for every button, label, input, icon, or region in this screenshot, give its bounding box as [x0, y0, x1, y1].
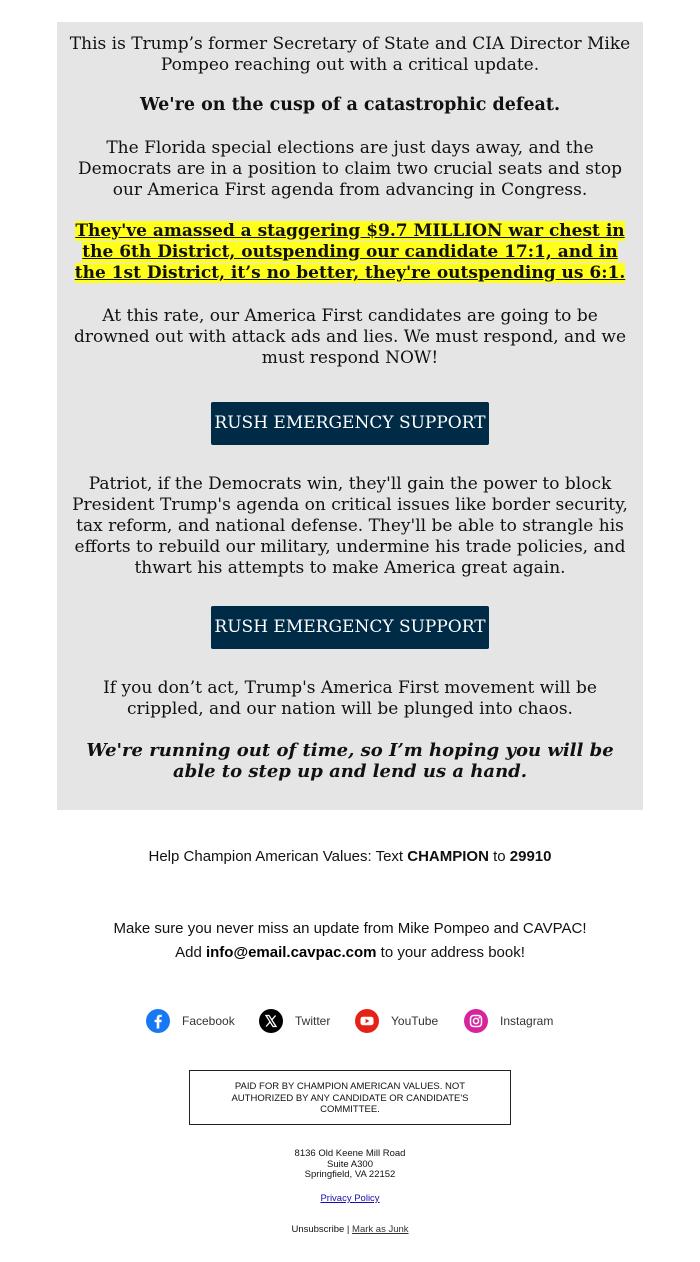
facebook-icon	[146, 1009, 170, 1033]
update-line: Make sure you never miss an update from Mike Pompeo and CAVPAC!	[113, 920, 587, 937]
intro-paragraph: This is Trump’s former Secretary of State and CIA Director Mike Pompeo reaching out with a critical update.	[69, 34, 631, 75]
social-links	[0, 1008, 700, 1034]
privacy-row	[0, 1193, 700, 1204]
add-suffix: to your address book!	[376, 944, 525, 961]
instagram-label: Instagram	[500, 1014, 554, 1028]
help-prefix: Help Champion American Values: Text	[148, 848, 408, 865]
youtube-icon	[355, 1009, 379, 1033]
help-number: 29910	[509, 848, 552, 865]
highlight-text: They've amassed a staggering $9.7 MILLION war chest in the 6th District, outspending our candidate 17:1, and in the 1st District, it’s no better, they're outspending us 6:1.	[74, 221, 626, 283]
address-book-notice	[0, 917, 700, 965]
florida-paragraph: The Florida special elections are just days away, and the Democrats are in a position to claim two crucial seats and stop our America First agenda from advancing in Congress.	[78, 138, 622, 200]
instagram-icon	[464, 1009, 488, 1033]
headline-bold: We're on the cusp of a catastrophic defeat.	[139, 95, 561, 115]
separator: |	[344, 1224, 353, 1235]
add-prefix: Add	[175, 944, 206, 961]
address-line-2: Suite A300	[327, 1158, 373, 1170]
twitter-label: Twitter	[295, 1014, 331, 1028]
closing-italic: We're running out of time, so I’m hoping you will be able to step up and lend us a hand.	[86, 740, 614, 782]
text-to-join	[0, 845, 700, 869]
rate-paragraph: At this rate, our America First candidates are going to be drowned out with attack ads and lies. We must respond, and we must respond NOW!	[73, 306, 627, 368]
youtube-label: YouTube	[391, 1014, 439, 1028]
mark-as-junk-link[interactable]: Mark as Junk	[352, 1224, 409, 1235]
highlighted-paragraph	[65, 221, 635, 284]
facebook-label: Facebook	[182, 1014, 235, 1028]
x-twitter-icon	[259, 1009, 283, 1033]
address-line-1: 8136 Old Keene Mill Road	[294, 1148, 406, 1159]
rush-support-button-2[interactable]: RUSH EMERGENCY SUPPORT	[211, 606, 489, 649]
youtube-link[interactable]	[355, 1008, 438, 1034]
act-paragraph: If you don’t act, Trump's America First movement will be crippled, and our nation will be plunged into chaos.	[103, 678, 597, 719]
privacy-policy-link[interactable]: Privacy Policy	[320, 1193, 380, 1204]
add-line	[0, 941, 700, 965]
unsubscribe-row	[0, 1224, 700, 1235]
rush-support-button-1[interactable]: RUSH EMERGENCY SUPPORT	[211, 402, 489, 445]
paid-for-disclaimer: PAID FOR BY CHAMPION AMERICAN VALUES. NOT AUTHORIZED BY ANY CANDIDATE OR CANDIDATE'S COMMITTEE.	[189, 1070, 511, 1125]
sender-email-link[interactable]: info@email.cavpac.com	[205, 944, 377, 961]
patriot-paragraph: Patriot, if the Democrats win, they'll gain the power to block President Trump's agenda on critical issues like border security, tax reform, and national defense. They'll be able to strangle his efforts to rebuild our military, undermine his trade policies, and thwart his attempts to make America great again.	[72, 474, 628, 578]
email-body-card	[57, 22, 643, 810]
unsubscribe-text[interactable]: Unsubscribe	[291, 1224, 345, 1235]
instagram-link[interactable]	[464, 1008, 553, 1034]
help-to: to	[488, 848, 510, 865]
facebook-link[interactable]	[146, 1008, 235, 1034]
help-keyword: CHAMPION	[407, 848, 489, 865]
twitter-link[interactable]	[259, 1008, 330, 1034]
address-line-3: Springfield, VA 22152	[304, 1169, 396, 1180]
mailing-address	[0, 1149, 700, 1181]
